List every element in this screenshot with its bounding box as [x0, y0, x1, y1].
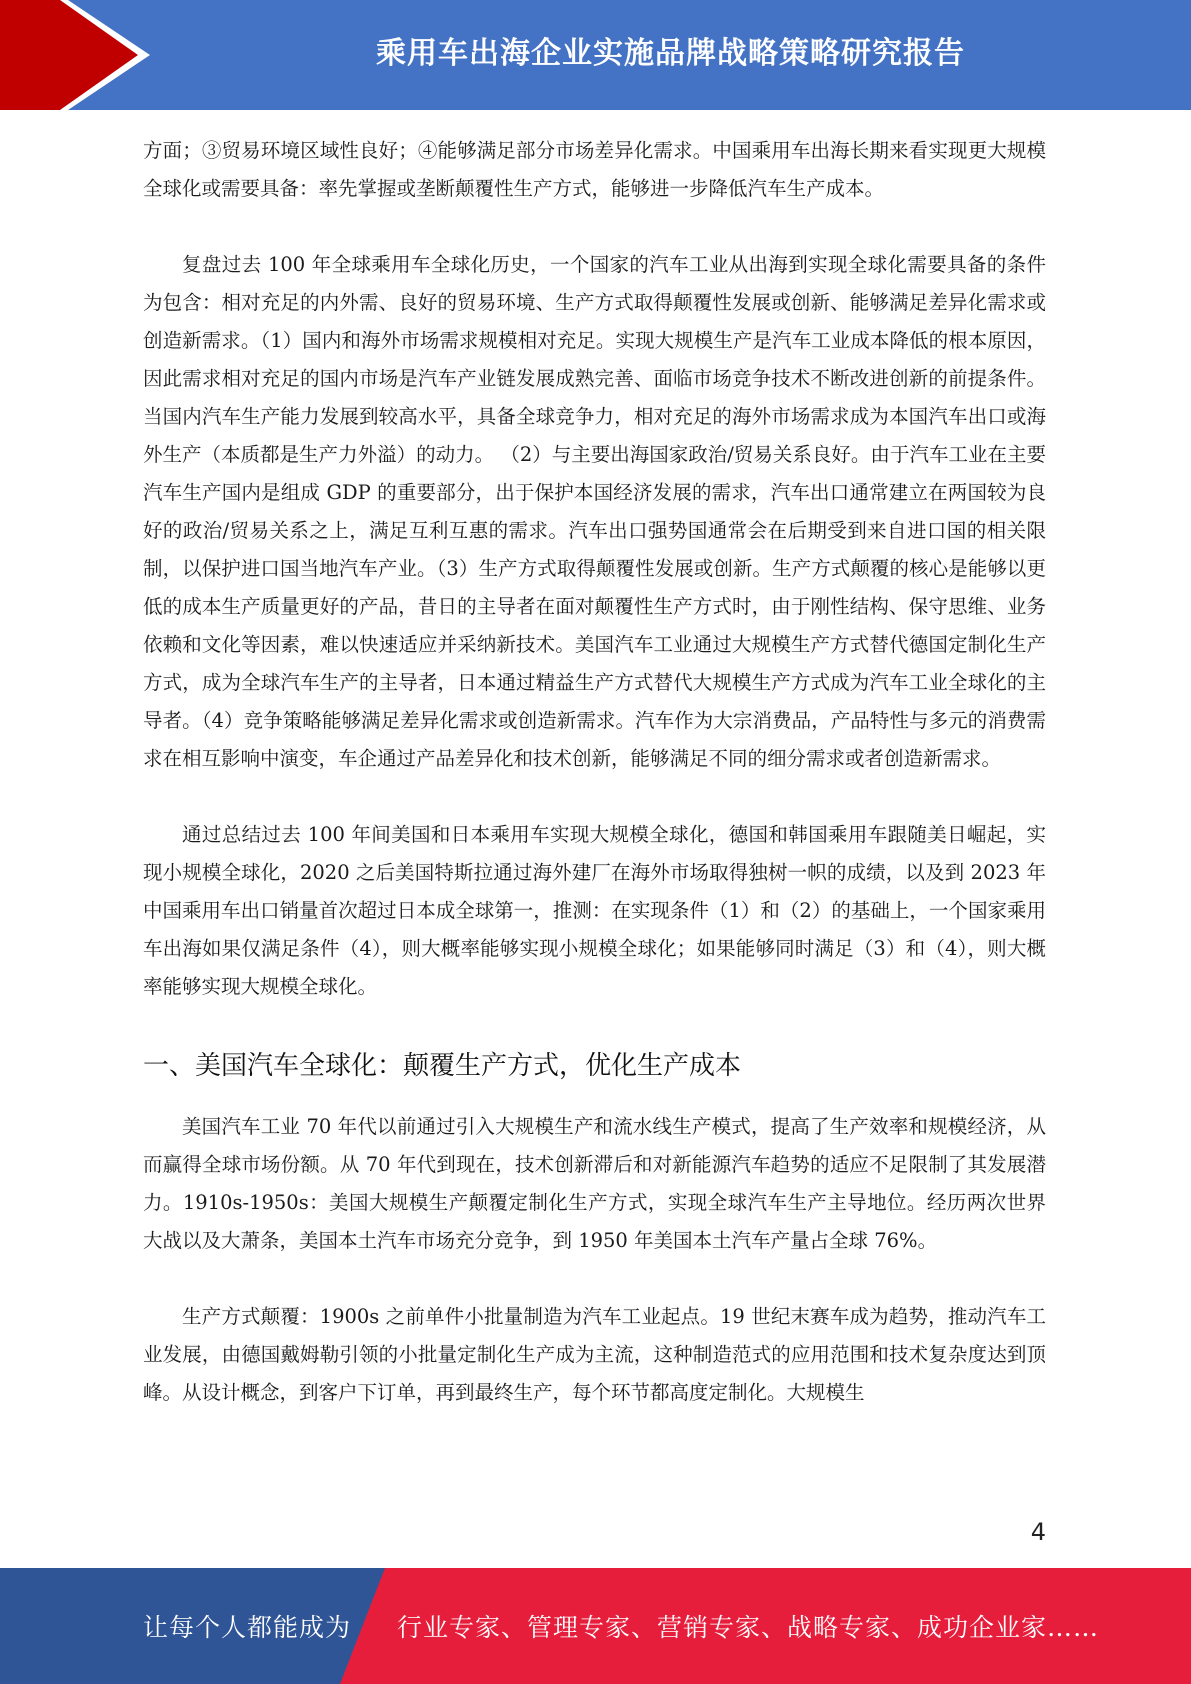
- page-number: 4: [1030, 1518, 1046, 1546]
- paragraph-continuation: 方面；③贸易环境区域性良好；④能够满足部分市场差异化需求。中国乘用车出海长期来看实现更大规模全球化或需要具备：率先掌握或垄断颠覆性生产方式，能够进一步降低汽车生产成本。: [143, 139, 1046, 200]
- document-body: [143, 132, 1046, 1450]
- section-heading: 一、美国汽车全球化：颠覆生产方式，优化生产成本: [143, 1051, 742, 1081]
- paragraph-summary-inference: 通过总结过去 100 年间美国和日本乘用车实现大规模全球化，德国和韩国乘用车跟随美日崛起，实现小规模全球化，2020 之后美国特斯拉通过海外建厂在海外市场取得独树一帜的成绩，以及到 2023 年中国乘用车出口销量首次超过日本成全球第一，推测：在实现条件（1）和（2）的基础上，一个国家乘用车出海如果仅满足条件（4），则大概率能够实现小规模全球化；如果能够同时满足（3）和（4），则大概率能够实现大规模全球化。: [143, 823, 1046, 998]
- footer-slogan-right: 行业专家、管理专家、营销专家、战略专家、成功企业家……: [397, 1613, 1100, 1642]
- footer-slogan-left: 让每个人都能成为: [143, 1613, 352, 1642]
- page-header: [0, 0, 1191, 110]
- paragraph-globalization-conditions: 复盘过去 100 年全球乘用车全球化历史，一个国家的汽车工业从出海到实现全球化需要具备的条件为包含：相对充足的内外需、良好的贸易环境、生产方式取得颠覆性发展或创新、能够满足差异化需求或创造新需求。（1）国内和海外市场需求规模相对充足。实现大规模生产是汽车工业成本降低的根本原因，因此需求相对充足的国内市场是汽车产业链发展成熟完善、面临市场竞争技术不断改进创新的前提条件。当国内汽车生产能力发展到较高水平，具备全球竞争力，相对充足的海外市场需求成为本国汽车出口或海外生产（本质都是生产力外溢）的动力。 （2）与主要出海国家政治/贸易关系良好。由于汽车工业在主要汽车生产国内是组成 GDP 的重要部分，出于保护本国经济发展的需求，汽车出口通常建立在两国较为良好的政治/贸易关系之上，满足互利互惠的需求。汽车出口强势国通常会在后期受到来自进口国的相关限制，以保护进口国当地汽车产业。（3）生产方式取得颠覆性发展或创新。生产方式颠覆的核心是能够以更低的成本生产质量更好的产品，昔日的主导者在面对颠覆性生产方式时，由于刚性结构、保守思维、业务依赖和文化等因素，难以快速适应并采纳新技术。美国汽车工业通过大规模生产方式替代德国定制化生产方式，成为全球汽车生产的主导者，日本通过精益生产方式替代大规模生产方式成为汽车工业全球化的主导者。（4）竞争策略能够满足差异化需求或创造新需求。汽车作为大宗消费品，产品特性与多元的消费需求在相互影响中演变，车企通过产品差异化和技术创新，能够满足不同的细分需求或者创造新需求。: [143, 253, 1046, 770]
- paragraph-production-disruption: 生产方式颠覆：1900s 之前单件小批量制造为汽车工业起点。19 世纪末赛车成为趋势，推动汽车工业发展，由德国戴姆勒引领的小批量定制化生产成为主流，这种制造范式的应用范围和技术复杂度达到顶峰。从设计概念，到客户下订单，再到最终生产，每个环节都高度定制化。大规模生: [143, 1305, 1046, 1404]
- page-footer: [0, 1568, 1191, 1684]
- paragraph-us-auto-industry: 美国汽车工业 70 年代以前通过引入大规模生产和流水线生产模式，提高了生产效率和规模经济，从而赢得全球市场份额。从 70 年代到现在，技术创新滞后和对新能源汽车趋势的适应不足限制了其发展潜力。1910s-1950s：美国大规模生产颠覆定制化生产方式，实现全球汽车生产主导地位。经历两次世界大战以及大萧条，美国本土汽车市场充分竞争，到 1950 年美国本土汽车产量占全球 76%。: [143, 1115, 1046, 1252]
- header-chevron-icon: [0, 0, 150, 110]
- report-title: 乘用车出海企业实施品牌战略策略研究报告: [376, 36, 965, 71]
